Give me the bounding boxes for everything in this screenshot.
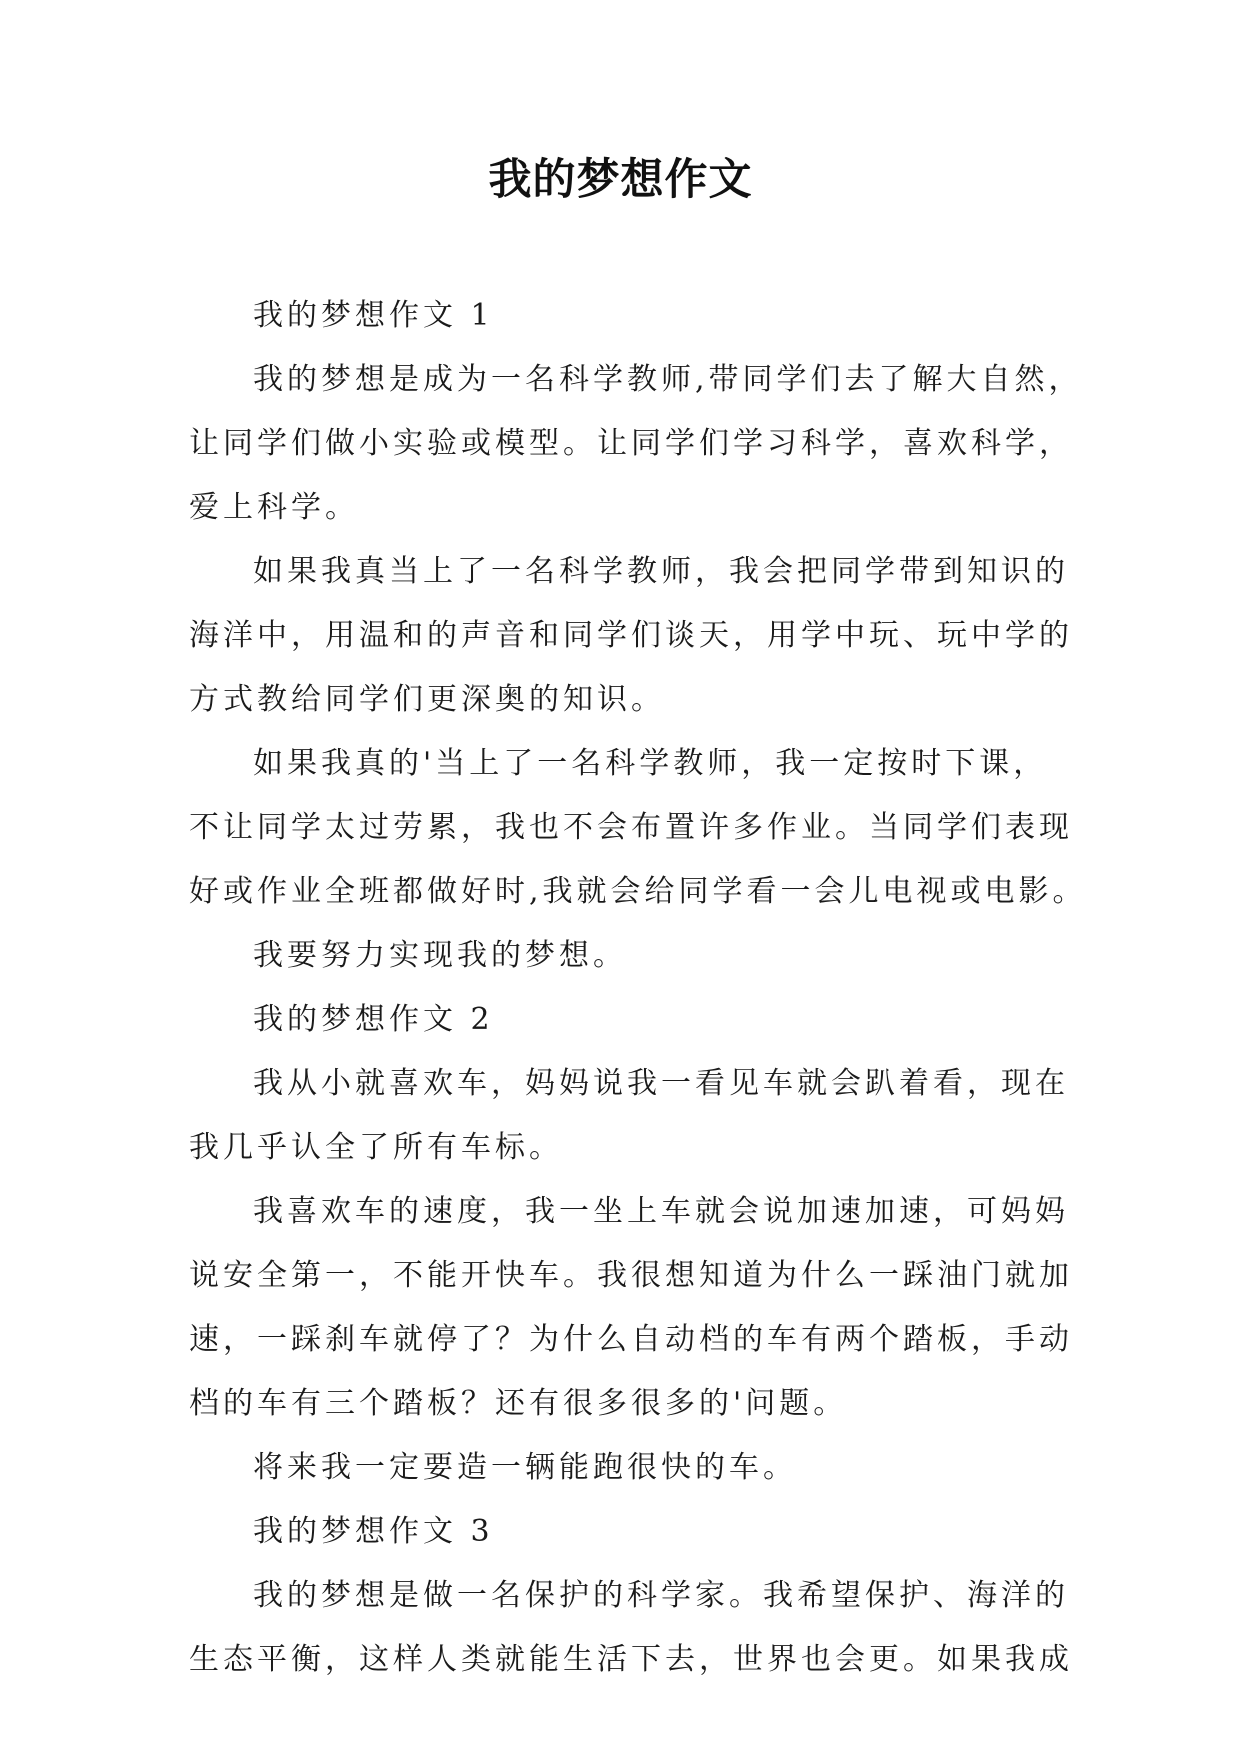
text-line: 档的车有三个踏板？还有很多很多的'问题。 — [189, 1386, 848, 1421]
text-line: 将来我一定要造一辆能跑很快的车。 — [253, 1450, 797, 1485]
text-line: 我的梦想作文 3 — [253, 1514, 494, 1549]
text-line: 不让同学太过劳累，我也不会布置许多作业。当同学们表现 — [189, 810, 1073, 845]
text-line: 好或作业全班都做好时,我就会给同学看一会儿电视或电影。 — [189, 874, 1087, 909]
text-line: 我的梦想是做一名保护的科学家。我希望保护、海洋的 — [253, 1578, 1069, 1613]
text-line: 如果我真当上了一名科学教师，我会把同学带到知识的 — [253, 554, 1069, 589]
text-line: 让同学们做小实验或模型。让同学们学习科学，喜欢科学， — [189, 426, 1073, 461]
text-line: 海洋中，用温和的声音和同学们谈天，用学中玩、玩中学的 — [189, 618, 1073, 653]
text-line: 如果我真的'当上了一名科学教师，我一定按时下课， — [253, 746, 1048, 781]
text-line: 我要努力实现我的梦想。 — [253, 938, 627, 973]
document-body — [189, 284, 1087, 1692]
text-line: 说安全第一，不能开快车。我很想知道为什么一踩油门就加 — [189, 1258, 1073, 1293]
text-line: 我从小就喜欢车，妈妈说我一看见车就会趴着看，现在 — [253, 1066, 1069, 1101]
text-line: 生态平衡，这样人类就能生活下去，世界也会更。如果我成 — [189, 1642, 1073, 1677]
text-line: 我的梦想是成为一名科学教师,带同学们去了解大自然， — [253, 362, 1083, 397]
text-line: 我几乎认全了所有车标。 — [189, 1130, 563, 1165]
text-line: 速，一踩刹车就停了？为什么自动档的车有两个踏板，手动 — [189, 1322, 1073, 1357]
text-line: 我的梦想作文 2 — [253, 1002, 494, 1037]
text-line: 爱上科学。 — [189, 490, 359, 525]
text-line: 方式教给同学们更深奥的知识。 — [189, 682, 665, 717]
document-title: 我的梦想作文 — [488, 155, 753, 205]
text-line: 我的梦想作文 1 — [253, 298, 494, 333]
text-line: 我喜欢车的速度，我一坐上车就会说加速加速，可妈妈 — [253, 1194, 1069, 1229]
